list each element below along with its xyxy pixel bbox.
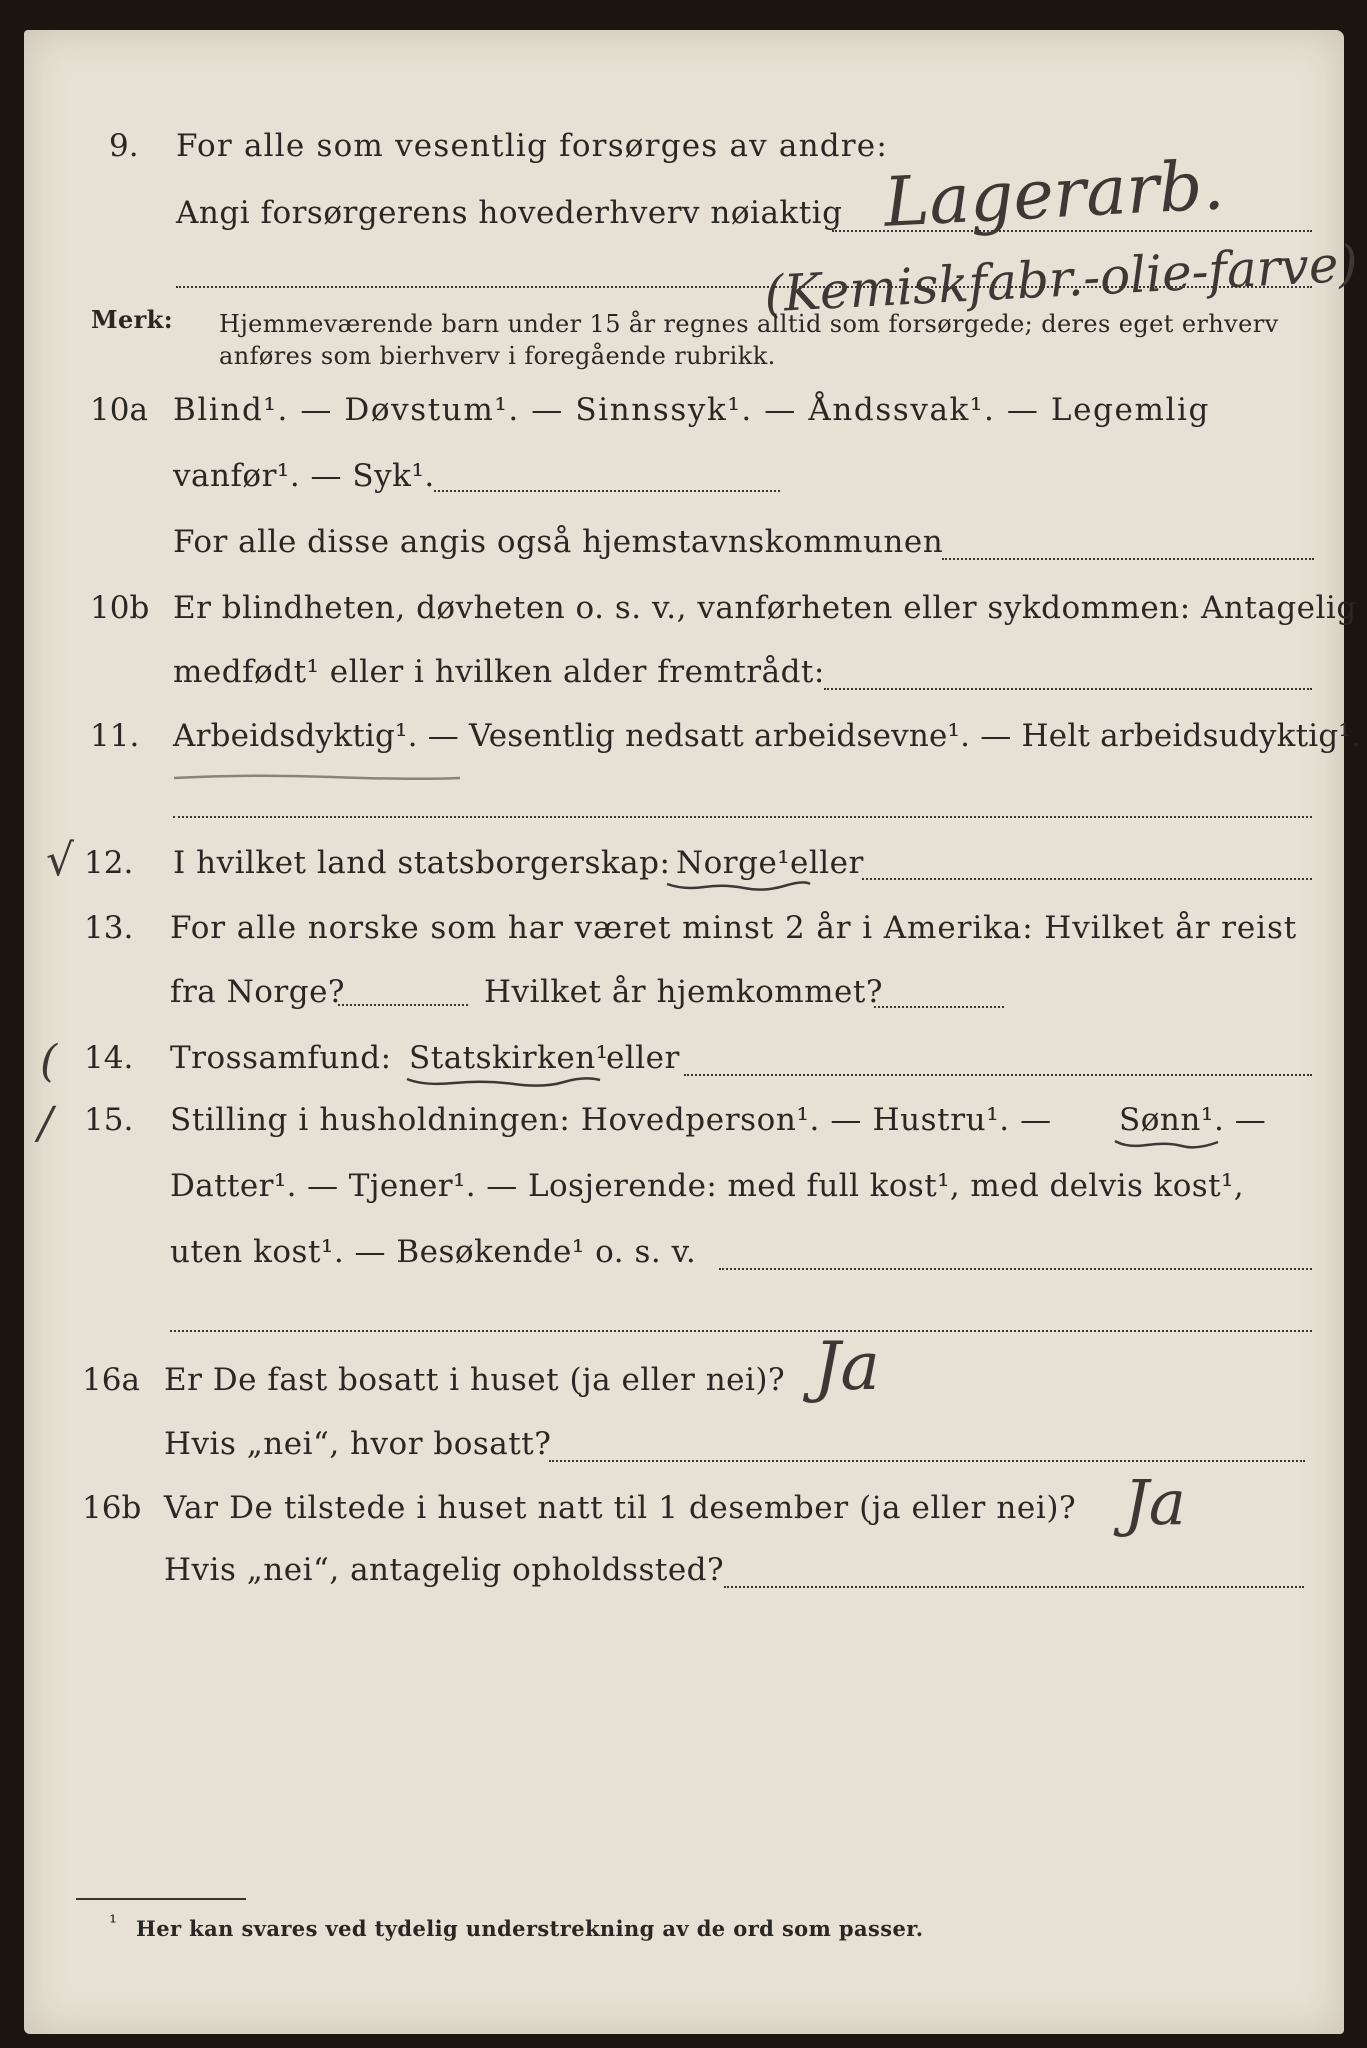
q12-eller: eller [790, 845, 864, 881]
q10b-answer-line [824, 688, 1312, 690]
footnote-marker: ¹ [109, 1910, 118, 1934]
q13-line1: For alle norske som har været minst 2 år i Amerika: Hvilket år reist [170, 910, 1298, 946]
q13-line2-hjemkommet: Hvilket år hjemkommet? [484, 974, 883, 1010]
q16b-line1: Var De tilstede i huset natt til 1 desember (ja eller nei)? [164, 1490, 1077, 1526]
q15-sonn-option: Sønn¹ [1119, 1102, 1214, 1138]
q14-mark: ( [40, 1036, 58, 1087]
merk-line2: anføres som bierhverv i foregående rubrikk. [219, 342, 776, 370]
q15-line1-prefix: Stilling i husholdningen: Hovedperson¹. — Hustru¹. — [170, 1102, 1052, 1138]
q9-line1: For alle som vesentlig forsørges av andre: [176, 128, 888, 164]
q15-number: 15. [84, 1102, 134, 1138]
q16b-line2: Hvis „nei“, antagelig opholdssted? [164, 1552, 725, 1588]
q16a-number: 16a [82, 1362, 140, 1398]
q14-answer-line [684, 1074, 1312, 1076]
q16a-line1: Er De fast bosatt i huset (ja eller nei)? [164, 1362, 786, 1398]
q15-sonn-underline [1112, 1136, 1222, 1152]
q15-answer-line [719, 1268, 1312, 1270]
q14-number: 14. [84, 1040, 134, 1076]
q11-answer-line [173, 816, 1312, 818]
q16b-handwritten-answer: Ja [1124, 1466, 1186, 1539]
q12-number: 12. [84, 845, 134, 881]
q14-statskirken-underline [404, 1074, 604, 1090]
q12-line1-prefix: I hvilket land statsborgerskap: [173, 845, 671, 881]
q12-answer-line [862, 878, 1312, 880]
q9-number: 9. [109, 128, 139, 164]
q16b-answer-line [724, 1586, 1304, 1588]
q14-line1-prefix: Trossamfund: [170, 1040, 392, 1076]
q10a-line3: For alle disse angis også hjemstavnskommunen [173, 524, 944, 560]
q12-norge-option: Norge¹ [676, 845, 791, 881]
q10a-number: 10a [90, 392, 148, 428]
q16b-number: 16b [82, 1490, 142, 1526]
census-form-page [24, 30, 1362, 2034]
q13-line2-reist: fra Norge? [170, 974, 346, 1010]
footnote-text: Her kan svares ved tydelig understrekning av de ord som passer. [136, 1916, 924, 1941]
q10b-line1: Er blindheten, døvheten o. s. v., vanførheten eller sykdommen: Antagelig [173, 590, 1357, 626]
merk-label: Merk: [91, 305, 173, 334]
q10a-line1: Blind¹. — Døvstum¹. — Sinnssyk¹. — Åndssvak¹. — Legemlig [173, 392, 1210, 428]
q12-check-mark: √ [46, 835, 75, 886]
q11-pencil-underline [172, 770, 462, 784]
q15-mark: / [38, 1098, 53, 1149]
q15-line3: uten kost¹. — Besøkende¹ o. s. v. [170, 1234, 697, 1270]
q10a-hjemstavn-line [942, 558, 1314, 560]
q11-line1: Arbeidsdyktig¹. — Vesentlig nedsatt arbeidsevne¹. — Helt arbeidsudyktig¹. [173, 718, 1362, 754]
q10b-line2: medfødt¹ eller i hvilken alder fremtrådt: [173, 654, 825, 690]
q13-hjemkommet-line [874, 1006, 1004, 1008]
q9-line2: Angi forsørgerens hovederhverv nøiaktig [176, 195, 843, 231]
q15-line1-suffix: . — [1214, 1102, 1267, 1138]
q15-line2: Datter¹. — Tjener¹. — Losjerende: med full kost¹, med delvis kost¹, [170, 1168, 1245, 1204]
footnote-rule [76, 1898, 246, 1900]
q13-number: 13. [84, 910, 134, 946]
q16a-handwritten-answer: Ja [814, 1328, 880, 1405]
q13-reist-line [338, 1004, 468, 1006]
q9-handwritten-answer-2: (Kemiskfabr.-olie-farve) [762, 234, 1360, 324]
q16a-line2: Hvis „nei“, hvor bosatt? [164, 1426, 552, 1462]
q14-statskirken-option: Statskirken¹ [409, 1040, 609, 1076]
q15-answer-line-2 [170, 1330, 1312, 1332]
q14-eller: eller [606, 1040, 680, 1076]
merk-line1: Hjemmeværende barn under 15 år regnes alltid som forsørgede; deres eget erhverv [219, 310, 1279, 338]
q10b-number: 10b [90, 590, 150, 626]
q10a-line2: vanfør¹. — Syk¹. [173, 458, 435, 494]
q11-number: 11. [90, 718, 140, 754]
q10a-answer-line [434, 490, 780, 492]
q9-handwritten-answer-1: Lagerarb. [882, 146, 1227, 243]
q16a-answer-line [549, 1460, 1305, 1462]
